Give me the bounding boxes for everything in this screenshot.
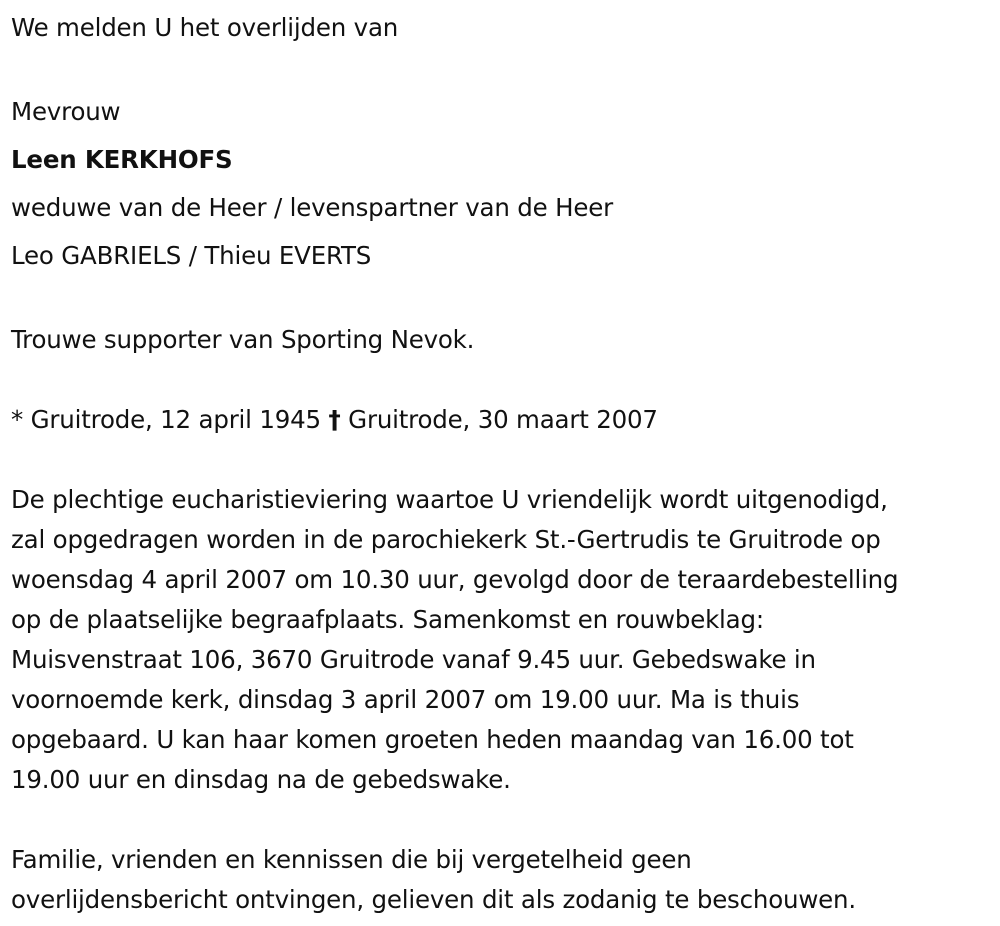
closing-line: Familie, vrienden en kennissen die bij vergetelheid geen — [11, 845, 692, 874]
relation-line-1: weduwe van de Heer / levenspartner van de Heer — [11, 193, 613, 222]
ceremony-line: opgebaard. U kan haar komen groeten heden maandag van 16.00 tot — [11, 725, 854, 754]
ceremony-line: zal opgedragen worden in de parochiekerk St.-Gertrudis te Gruitrode op — [11, 525, 881, 554]
deceased-name: Leen KERKHOFS — [11, 145, 233, 174]
closing-line: overlijdensbericht ontvingen, gelieven dit als zodanig te beschouwen. — [11, 885, 856, 914]
relation-line-2: Leo GABRIELS / Thieu EVERTS — [11, 241, 372, 270]
death-date: Gruitrode, 30 maart 2007 — [348, 405, 658, 434]
supporter-text: Trouwe supporter van Sporting Nevok. — [11, 325, 475, 354]
dates-line — [11, 400, 1000, 440]
ceremony-line: 19.00 uur en dinsdag na de gebedswake. — [11, 765, 511, 794]
ceremony-paragraph — [11, 480, 1000, 800]
intro-text: We melden U het overlijden van — [11, 13, 399, 42]
salutation: Mevrouw — [11, 97, 121, 126]
birth-date: * Gruitrode, 12 april 1945 — [11, 405, 321, 434]
spacer — [11, 48, 1000, 88]
ceremony-line: De plechtige eucharistieviering waartoe U vriendelijk wordt uitgenodigd, — [11, 485, 888, 514]
spacer — [11, 800, 1000, 840]
ceremony-line: voornoemde kerk, dinsdag 3 april 2007 om 19.00 uur. Ma is thuis — [11, 685, 800, 714]
ceremony-line: Muisvenstraat 106, 3670 Gruitrode vanaf 9.45 uur. Gebedswake in — [11, 645, 816, 674]
ceremony-line: woensdag 4 april 2007 om 10.30 uur, gevolgd door de teraardebestelling — [11, 565, 899, 594]
cross-icon: † — [328, 405, 341, 434]
spacer — [11, 360, 1000, 400]
ceremony-line: op de plaatselijke begraafplaats. Samenkomst en rouwbeklag: — [11, 605, 764, 634]
spacer — [11, 440, 1000, 480]
closing-paragraph — [11, 840, 1000, 920]
spacer — [11, 280, 1000, 320]
